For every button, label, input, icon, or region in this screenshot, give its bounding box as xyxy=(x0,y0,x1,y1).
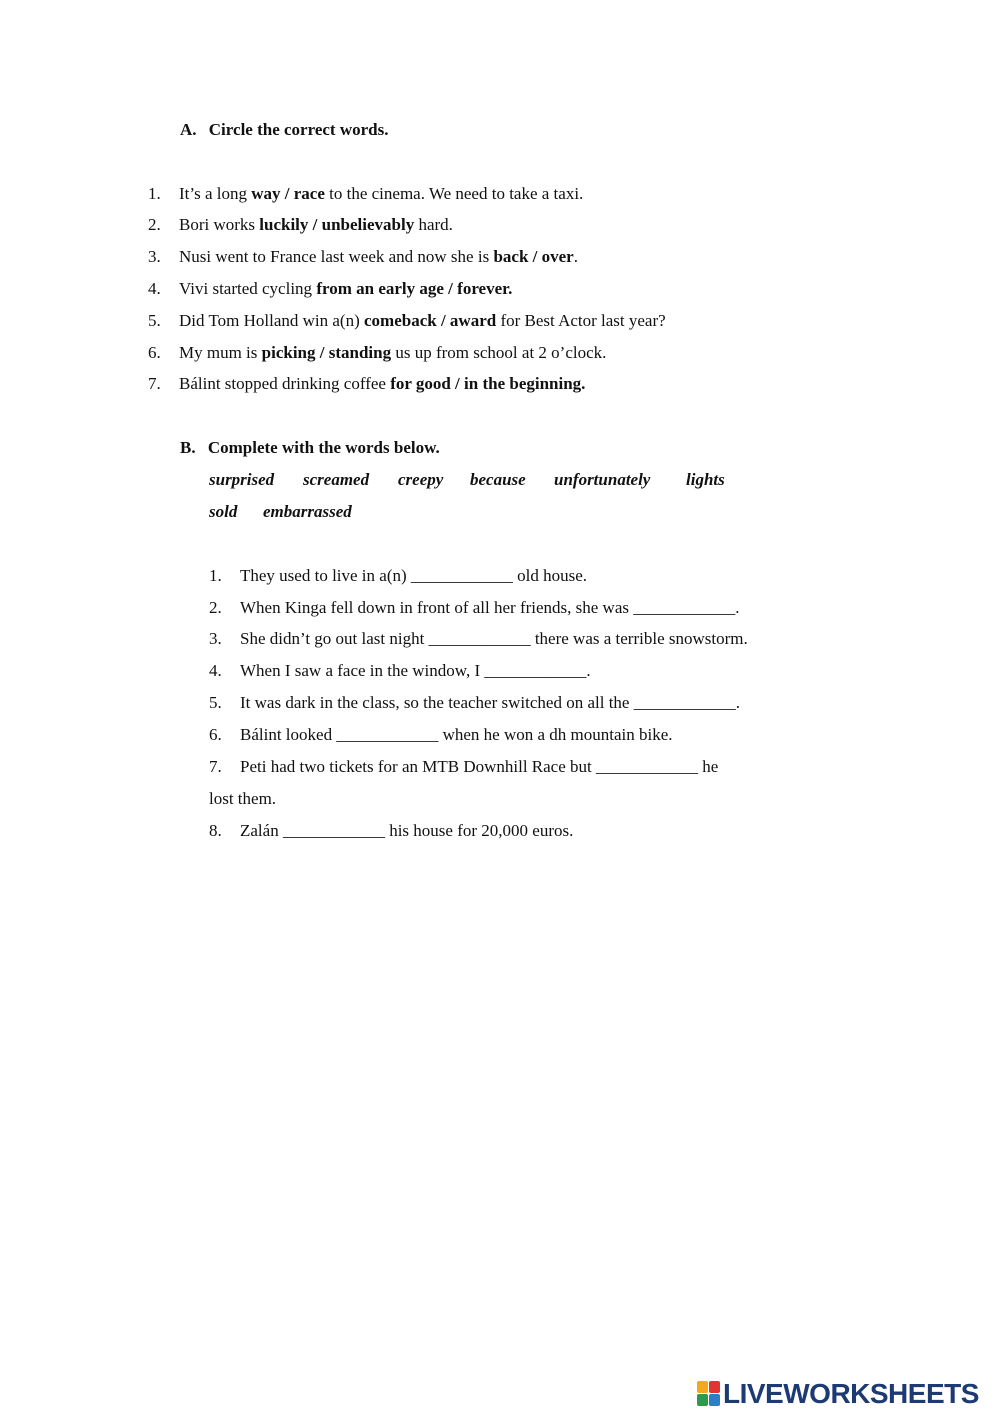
item-number: 1. xyxy=(209,566,222,585)
word-bank-item: surprised xyxy=(209,470,275,489)
item-number: 7. xyxy=(148,374,161,393)
word-bank-item: creepy xyxy=(398,470,444,489)
word-bank-item: because xyxy=(470,470,526,489)
section-b-letter: B. xyxy=(180,438,196,457)
section-a-heading xyxy=(180,120,388,140)
answer-choices[interactable]: way / race xyxy=(251,184,325,203)
item-number: 4. xyxy=(209,661,222,680)
item-text: Bálint stopped drinking coffee for good / in the beginning. xyxy=(179,374,586,393)
item-text[interactable]: When Kinga fell down in front of all her friends, she was ____________. xyxy=(240,598,740,617)
item-text: My mum is picking / standing us up from school at 2 o’clock. xyxy=(179,343,607,362)
item-text: Bori works luckily / unbelievably hard. xyxy=(179,215,453,234)
item-number: 6. xyxy=(148,343,161,362)
item-text-continued: lost them. xyxy=(209,789,277,808)
answer-choices[interactable]: luckily / unbelievably xyxy=(259,215,415,234)
word-bank-item: unfortunately xyxy=(554,470,651,489)
liveworksheets-logo-icon xyxy=(697,1381,721,1407)
word-bank-item: sold xyxy=(209,502,238,521)
answer-choices[interactable]: back / over xyxy=(493,247,574,266)
item-text[interactable]: Peti had two tickets for an MTB Downhill Race but ____________ he xyxy=(240,757,719,776)
item-number: 4. xyxy=(148,279,161,298)
word-bank-item: embarrassed xyxy=(263,502,352,521)
section-a-letter: A. xyxy=(180,120,197,139)
answer-choices[interactable]: comeback / award xyxy=(364,311,497,330)
answer-choices[interactable]: from an early age / forever. xyxy=(316,279,513,298)
item-text: Did Tom Holland win a(n) comeback / award for Best Actor last year? xyxy=(179,311,666,330)
section-b-heading xyxy=(180,438,440,458)
item-text[interactable]: When I saw a face in the window, I ____________. xyxy=(240,661,591,680)
item-text[interactable]: She didn’t go out last night ____________ there was a terrible snowstorm. xyxy=(240,629,748,648)
item-number: 2. xyxy=(148,215,161,234)
answer-choices[interactable]: for good / in the beginning. xyxy=(390,374,586,393)
answer-choices[interactable]: picking / standing xyxy=(261,343,392,362)
section-a-title: Circle the correct words. xyxy=(208,120,389,139)
item-text: Nusi went to France last week and now she is back / over. xyxy=(179,247,578,266)
liveworksheets-logo[interactable] xyxy=(697,1379,979,1409)
item-number: 1. xyxy=(148,184,161,203)
item-text[interactable]: They used to live in a(n) ____________ old house. xyxy=(240,566,588,585)
word-bank-item: screamed xyxy=(303,470,370,489)
item-text[interactable]: Bálint looked ____________ when he won a dh mountain bike. xyxy=(240,725,673,744)
section-b-title: Complete with the words below. xyxy=(207,438,440,457)
item-number: 5. xyxy=(209,693,222,712)
item-number: 6. xyxy=(209,725,222,744)
item-text: It’s a long way / race to the cinema. We need to take a taxi. xyxy=(179,184,584,203)
item-number: 8. xyxy=(209,821,222,840)
word-bank-item: lights xyxy=(686,470,725,489)
item-text[interactable]: It was dark in the class, so the teacher switched on all the ____________. xyxy=(240,693,740,712)
item-number: 7. xyxy=(209,757,222,776)
item-text[interactable]: Zalán ____________ his house for 20,000 euros. xyxy=(240,821,574,840)
item-number: 3. xyxy=(209,629,222,648)
item-number: 2. xyxy=(209,598,222,617)
item-text: Vivi started cycling from an early age / forever. xyxy=(179,279,513,298)
logo-text: LIVEWORKSHEETS xyxy=(723,1378,979,1409)
item-number: 5. xyxy=(148,311,161,330)
item-number: 3. xyxy=(148,247,161,266)
